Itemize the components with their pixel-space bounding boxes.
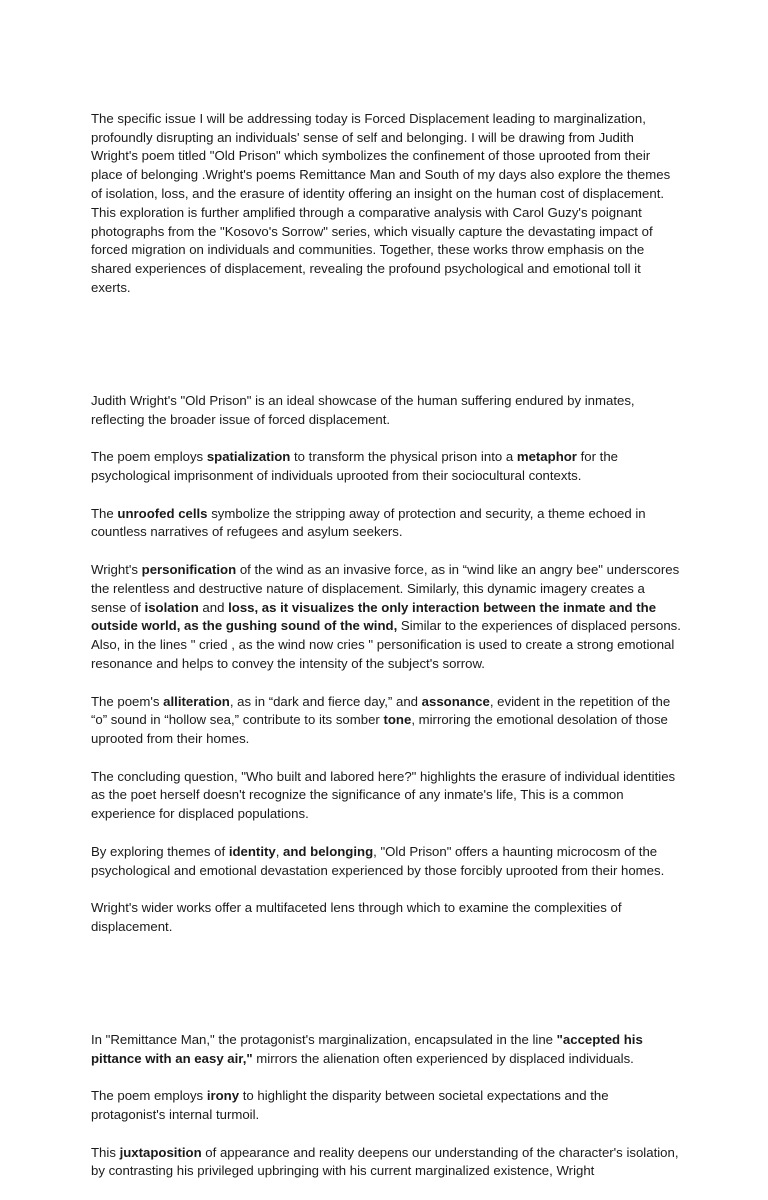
term-tone: tone: [383, 712, 412, 728]
old-prison-paragraph-6: The concluding question, "Who built and labored here?" highlights the erasure of individual identities as the poet herself doesn't recognize the significance of any inmate's life, This is a common experience for displaced populations.: [91, 768, 676, 822]
old-prison-paragraph-4: Wright's personification of the wind as an invasive force, as in “wind like an angry bee" underscores the relentless and destructive nature of displacement. Similarly, this dynamic imagery creates a sense of isolation and loss, as it visualizes the only interaction between the inmate and the outside world, as the gushing sound of the wind, Similar to the experiences of displaced persons. Also, in the lines " cried , as the wind now cries " personification is used to create a strong emotional resonance and helps to convey the intensity of the subject's sorrow.: [91, 561, 681, 671]
term-belonging: and belonging: [283, 843, 374, 859]
intro-paragraph: The specific issue I will be addressing today is Forced Displacement leading to marginalization, profoundly disrupting an individuals' sense of self and belonging. I will be drawing from Judith Wright's poem titled "Old Prison" which symbolizes the confinement of those uprooted from their place of belonging .Wright's poems Remittance Man and South of my days also explore the themes of isolation, loss, and the erasure of identity offering an insight on the human cost of displacement. This exploration is further amplified through a comparative analysis with Carol Guzy's poignant photographs from the "Kosovo's Sorrow" series, which visually capture the devastating impact of forced migration on individuals and communities. Together, these works throw emphasis on the shared experiences of displacement, revealing the profound psychological and emotional toll it exerts.: [91, 110, 671, 295]
old-prison-paragraph-5: The poem's alliteration, as in “dark and fierce day,” and assonance, evident in the repetition of the “o” sound in “hollow sea,” contribute to its somber tone, mirroring the emotional desolation of those uprooted from their homes.: [91, 693, 671, 747]
term-loss: loss, as it visualizes the only interaction between the inmate and the outside world, as the gushing sound of the wind,: [91, 599, 657, 634]
old-prison-paragraph-7: By exploring themes of identity, and belonging, "Old Prison" offers a haunting microcosm of the psychological and emotional devastation experienced by those forcibly uprooted from their homes.: [91, 843, 665, 878]
document-page: [91, 91, 681, 1200]
term-alliteration: alliteration: [163, 693, 230, 709]
term-assonance: assonance: [421, 693, 490, 709]
old-prison-paragraph-8: Wright's wider works offer a multifaceted lens through which to examine the complexities of displacement.: [91, 900, 622, 935]
term-juxtaposition: juxtaposition: [119, 1144, 202, 1160]
quote-accepted-pittance: "accepted his pittance with an easy air,": [91, 1031, 643, 1066]
old-prison-paragraph-1: Judith Wright's "Old Prison" is an ideal showcase of the human suffering endured by inmates, reflecting the broader issue of forced displacement.: [91, 392, 635, 427]
old-prison-paragraph-3: The unroofed cells symbolize the stripping away of protection and security, a theme echoed in countless narratives of refugees and asylum seekers.: [91, 505, 646, 540]
remittance-paragraph-2: The poem employs irony to highlight the disparity between societal expectations and the protagonist's internal turmoil.: [91, 1088, 609, 1123]
term-isolation: isolation: [144, 599, 199, 615]
term-personification: personification: [141, 561, 237, 577]
term-spatialization: spatialization: [206, 449, 291, 465]
old-prison-paragraph-2: The poem employs spatialization to transform the physical prison into a metaphor for the psychological imprisonment of individuals uprooted from their sociocultural contexts.: [91, 449, 619, 483]
remittance-paragraph-3: This juxtaposition of appearance and reality deepens our understanding of the character's isolation, by contrasting his privileged upbringing with his current marginalized existence, Wright: [91, 1144, 679, 1179]
paragraph-gap: [91, 317, 681, 355]
paragraph-gap: [91, 956, 681, 994]
term-identity: identity: [228, 843, 276, 859]
remittance-paragraph-1: In "Remittance Man," the protagonist's marginalization, encapsulated in the line "accepted his pittance with an easy air," mirrors the alienation often experienced by displaced individuals.: [91, 1031, 643, 1066]
term-unroofed-cells: unroofed cells: [117, 505, 208, 521]
term-metaphor: metaphor: [516, 449, 577, 465]
term-irony: irony: [206, 1088, 240, 1104]
